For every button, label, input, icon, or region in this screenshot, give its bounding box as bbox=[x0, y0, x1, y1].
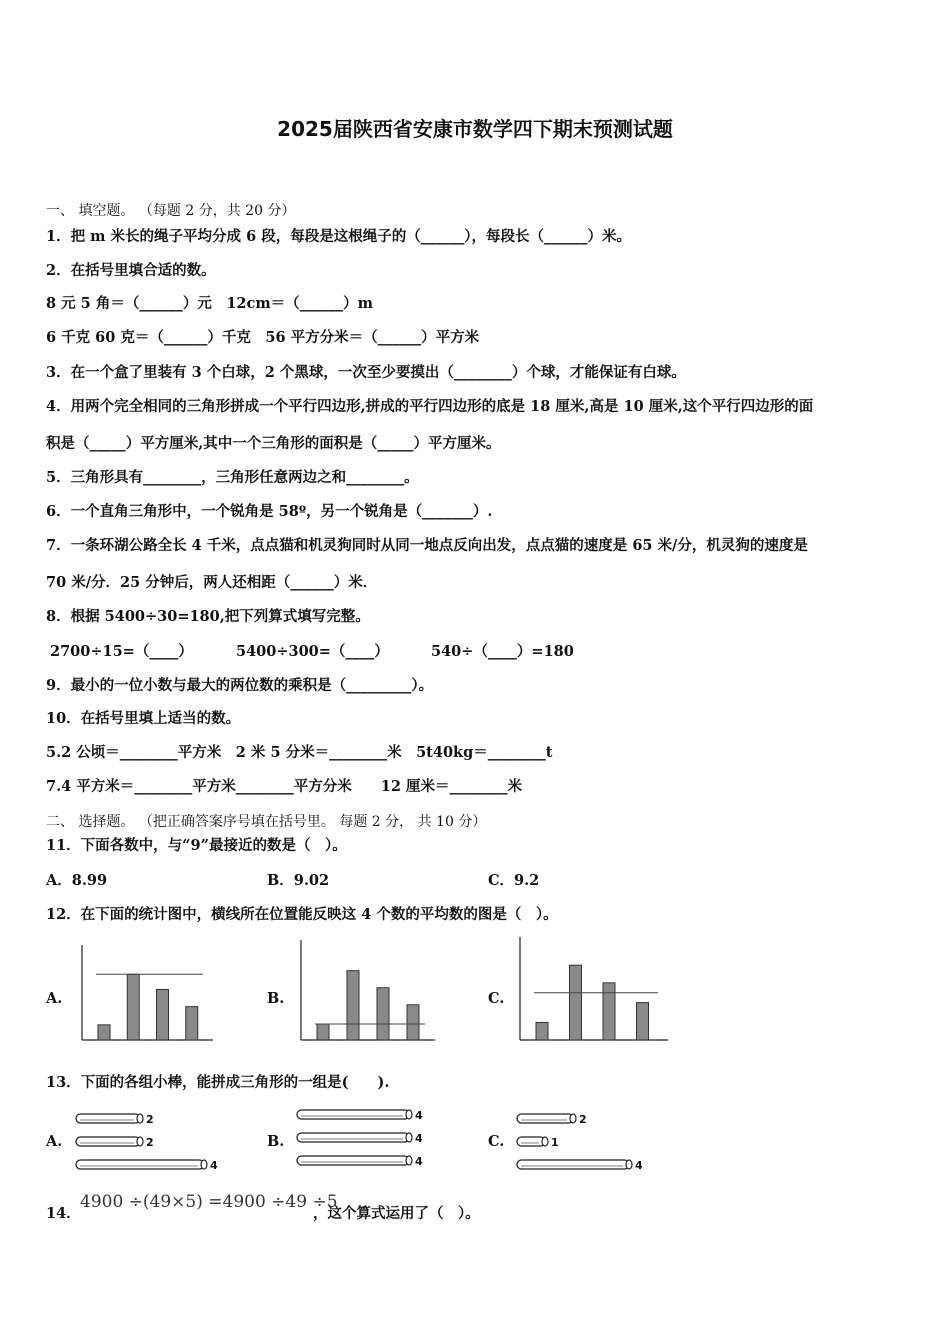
question-10-line-a: 5.2 公顷＝________平方米 2 米 5 分米＝________米 5t40kg＝________t bbox=[46, 744, 553, 761]
question-13: 13．下面的各组小棒，能拼成三角形的一组是( ). bbox=[46, 1074, 390, 1091]
stick-c-length-label: 1 bbox=[551, 1136, 559, 1149]
question-12-label-b: B. bbox=[267, 990, 285, 1007]
stick-a-body bbox=[76, 1114, 140, 1123]
question-2-line-b: 6 千克 60 克＝（______）千克 56 平方分米＝（______）平方米 bbox=[46, 329, 480, 346]
question-4-line-a: 4．用两个完全相同的三角形拼成一个平行四边形,拼成的平行四边形的底是 18 厘米,高是 10 厘米,这个平行四边形的面 bbox=[46, 398, 814, 415]
stick-c-end bbox=[542, 1137, 548, 1146]
stick-a-end bbox=[137, 1137, 143, 1146]
stick-c-body bbox=[517, 1114, 573, 1123]
bar-chart-a bbox=[78, 945, 213, 1042]
question-10-line-b: 7.4 平方米＝________平方米________平方分米 12 厘米＝________米 bbox=[46, 778, 522, 795]
chart-b-bar bbox=[317, 1024, 329, 1040]
question-3: 3．在一个盒了里装有 3 个白球，2 个黑球，一次至少要摸出（________）个球，才能保证有白球。 bbox=[46, 364, 686, 381]
question-8-item-1: 2700÷15=（____） bbox=[50, 643, 193, 660]
chart-b-bar bbox=[377, 988, 389, 1040]
section-heading-2: 二、 选择题。 （把正确答案序号填在括号里。 每题 2 分， 共 10 分） bbox=[46, 814, 487, 830]
stick-c-length-label: 4 bbox=[635, 1159, 643, 1172]
question-13-label-c: C. bbox=[488, 1133, 505, 1150]
stick-b-end bbox=[406, 1156, 412, 1165]
chart-c-bar bbox=[603, 983, 615, 1040]
chart-a-bar bbox=[98, 1025, 110, 1040]
stick-c-length-label: 2 bbox=[579, 1113, 587, 1126]
stick-icon bbox=[297, 1155, 423, 1168]
stick-a-body bbox=[76, 1160, 204, 1169]
stick-b-body bbox=[297, 1110, 409, 1119]
question-14-number: 14． bbox=[46, 1205, 81, 1222]
question-11-option-c: C．9.2 bbox=[488, 872, 540, 889]
chart-c-bar bbox=[637, 1003, 649, 1040]
question-14-text: ，这个算式运用了（ ）。 bbox=[313, 1205, 480, 1222]
question-11-option-b: B．9.02 bbox=[267, 872, 330, 889]
stick-group-a bbox=[74, 1108, 224, 1174]
section-heading-1: 一、 填空题。 （每题 2 分，共 20 分） bbox=[46, 203, 296, 219]
question-8-item-3: 540÷（____）=180 bbox=[431, 643, 574, 660]
stick-icon bbox=[297, 1132, 423, 1145]
stick-icon bbox=[297, 1109, 423, 1122]
stick-icon bbox=[76, 1113, 154, 1126]
question-7-line-b: 70 米/分．25 分钟后，两人还相距（______）米． bbox=[46, 574, 378, 591]
stick-group-c bbox=[515, 1108, 645, 1170]
question-13-label-b: B. bbox=[267, 1133, 285, 1150]
bar-chart-c bbox=[516, 937, 668, 1042]
stick-a-end bbox=[201, 1160, 207, 1169]
stick-c-body bbox=[517, 1137, 545, 1146]
question-12-label-a: A. bbox=[46, 990, 63, 1007]
question-13-label-a: A. bbox=[46, 1133, 63, 1150]
stick-b-body bbox=[297, 1156, 409, 1165]
question-12-label-c: C. bbox=[488, 990, 505, 1007]
stick-icon bbox=[76, 1159, 218, 1172]
stick-a-length-label: 2 bbox=[146, 1136, 154, 1149]
question-2: 2．在括号里填合适的数。 bbox=[46, 262, 216, 279]
question-2-line-a: 8 元 5 角＝（______）元 12cm＝（______）m bbox=[46, 295, 374, 312]
stick-a-length-label: 2 bbox=[146, 1113, 154, 1126]
chart-a-bar bbox=[186, 1007, 198, 1040]
chart-a-bar bbox=[157, 989, 169, 1040]
stick-b-length-label: 4 bbox=[415, 1155, 423, 1168]
stick-b-end bbox=[406, 1133, 412, 1142]
stick-a-length-label: 4 bbox=[210, 1159, 218, 1172]
stick-icon bbox=[517, 1113, 587, 1126]
stick-b-body bbox=[297, 1133, 409, 1142]
stick-b-length-label: 4 bbox=[415, 1109, 423, 1122]
question-12: 12．在下面的统计图中，横线所在位置能反映这 4 个数的平均数的图是（ ）。 bbox=[46, 906, 558, 923]
chart-a-bar bbox=[127, 974, 139, 1040]
question-7-line-a: 7．一条环湖公路全长 4 千米，点点猫和机灵狗同时从同一地点反向出发，点点猫的速度是 65 米/分，机灵狗的速度是 bbox=[46, 537, 808, 554]
page-title: 2025届陕西省安康市数学四下期末预测试题 bbox=[277, 117, 673, 141]
question-10: 10．在括号里填上适当的数。 bbox=[46, 710, 241, 727]
question-5: 5．三角形具有________，三角形任意两边之和________。 bbox=[46, 469, 419, 486]
question-4-line-b: 积是（_____）平方厘米,其中一个三角形的面积是（_____）平方厘米。 bbox=[46, 435, 501, 452]
question-9: 9．最小的一位小数与最大的两位数的乘积是（_________）。 bbox=[46, 677, 434, 694]
stick-icon bbox=[76, 1136, 154, 1149]
chart-c-bar bbox=[570, 965, 582, 1040]
stick-a-body bbox=[76, 1137, 140, 1146]
chart-b-bar bbox=[347, 971, 359, 1040]
question-11: 11．下面各数中，与“9”最接近的数是（ ）。 bbox=[46, 837, 347, 854]
stick-b-end bbox=[406, 1110, 412, 1119]
question-8-item-2: 5400÷300=（____） bbox=[236, 643, 389, 660]
chart-b-bar bbox=[407, 1005, 419, 1040]
stick-a-end bbox=[137, 1114, 143, 1123]
stick-group-b bbox=[295, 1104, 435, 1166]
question-6: 6．一个直角三角形中，一个锐角是 58º，另一个锐角是（_______）. bbox=[46, 503, 493, 520]
stick-b-length-label: 4 bbox=[415, 1132, 423, 1145]
question-8: 8．根据 5400÷30=180,把下列算式填写完整。 bbox=[46, 608, 370, 625]
stick-icon bbox=[517, 1136, 559, 1149]
stick-c-end bbox=[626, 1160, 632, 1169]
stick-icon bbox=[517, 1159, 643, 1172]
stick-c-body bbox=[517, 1160, 629, 1169]
question-14-formula: 4900 ÷(49×5) =4900 ÷49 ÷5 bbox=[80, 1192, 338, 1212]
chart-c-bar bbox=[536, 1022, 548, 1040]
question-11-option-a: A．8.99 bbox=[46, 872, 108, 889]
question-1: 1．把 m 米长的绳子平均分成 6 段，每段是这根绳子的（______），每段长（______）米。 bbox=[46, 228, 631, 245]
stick-c-end bbox=[570, 1114, 576, 1123]
bar-chart-b bbox=[297, 940, 435, 1042]
